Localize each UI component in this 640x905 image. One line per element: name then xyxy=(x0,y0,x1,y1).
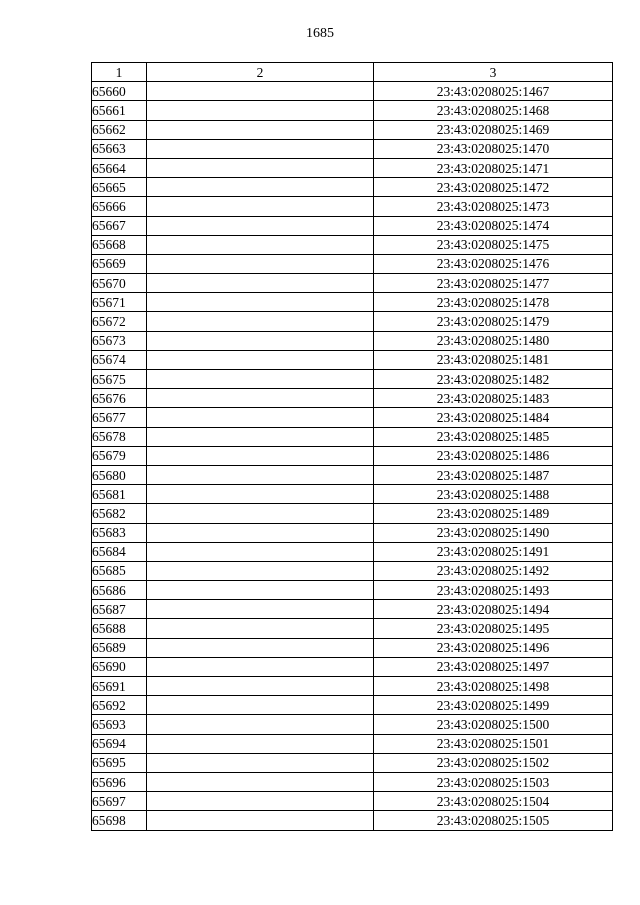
description-cell xyxy=(147,715,374,734)
cadastral-number-cell: 23:43:0208025:1471 xyxy=(374,158,613,177)
cadastral-number-cell: 23:43:0208025:1484 xyxy=(374,408,613,427)
cadastral-number-cell: 23:43:0208025:1467 xyxy=(374,82,613,101)
row-number-cell: 65686 xyxy=(92,581,147,600)
description-cell xyxy=(147,139,374,158)
row-number-cell: 65680 xyxy=(92,465,147,484)
row-number-cell: 65694 xyxy=(92,734,147,753)
table-row xyxy=(92,370,613,389)
table-row xyxy=(92,350,613,369)
cadastral-number-cell: 23:43:0208025:1488 xyxy=(374,485,613,504)
table-row xyxy=(92,811,613,830)
description-cell xyxy=(147,446,374,465)
description-cell xyxy=(147,465,374,484)
row-number-cell: 65690 xyxy=(92,657,147,676)
cadastral-number-cell: 23:43:0208025:1495 xyxy=(374,619,613,638)
row-number-cell: 65671 xyxy=(92,293,147,312)
page-number: 1685 xyxy=(306,26,334,41)
cadastral-number-cell: 23:43:0208025:1482 xyxy=(374,370,613,389)
row-number-cell: 65673 xyxy=(92,331,147,350)
column-header-1: 1 xyxy=(92,63,147,82)
description-cell xyxy=(147,178,374,197)
description-cell xyxy=(147,274,374,293)
table-row xyxy=(92,485,613,504)
table-row xyxy=(92,158,613,177)
cadastral-number-cell: 23:43:0208025:1468 xyxy=(374,101,613,120)
cadastral-number-cell: 23:43:0208025:1474 xyxy=(374,216,613,235)
table-row xyxy=(92,677,613,696)
cadastral-number-cell: 23:43:0208025:1475 xyxy=(374,235,613,254)
table-row xyxy=(92,715,613,734)
cadastral-number-cell: 23:43:0208025:1492 xyxy=(374,561,613,580)
table-row xyxy=(92,139,613,158)
description-cell xyxy=(147,734,374,753)
cadastral-number-cell: 23:43:0208025:1480 xyxy=(374,331,613,350)
row-number-cell: 65684 xyxy=(92,542,147,561)
row-number-cell: 65675 xyxy=(92,370,147,389)
row-number-cell: 65687 xyxy=(92,600,147,619)
cadastral-number-cell: 23:43:0208025:1486 xyxy=(374,446,613,465)
table-row xyxy=(92,120,613,139)
description-cell xyxy=(147,293,374,312)
description-cell xyxy=(147,811,374,830)
table-row xyxy=(92,792,613,811)
cadastral-number-cell: 23:43:0208025:1473 xyxy=(374,197,613,216)
description-cell xyxy=(147,216,374,235)
table-row xyxy=(92,312,613,331)
row-number-cell: 65679 xyxy=(92,446,147,465)
row-number-cell: 65698 xyxy=(92,811,147,830)
row-number-cell: 65661 xyxy=(92,101,147,120)
column-header-3: 3 xyxy=(374,63,613,82)
row-number-cell: 65697 xyxy=(92,792,147,811)
description-cell xyxy=(147,427,374,446)
table-row xyxy=(92,696,613,715)
cadastral-number-cell: 23:43:0208025:1481 xyxy=(374,350,613,369)
row-number-cell: 65677 xyxy=(92,408,147,427)
description-cell xyxy=(147,561,374,580)
table-row xyxy=(92,446,613,465)
table-row xyxy=(92,197,613,216)
table-row xyxy=(92,600,613,619)
row-number-cell: 65682 xyxy=(92,504,147,523)
cadastral-number-cell: 23:43:0208025:1470 xyxy=(374,139,613,158)
table-row xyxy=(92,254,613,273)
row-number-cell: 65683 xyxy=(92,523,147,542)
description-cell xyxy=(147,408,374,427)
row-number-cell: 65691 xyxy=(92,677,147,696)
cadastral-number-cell: 23:43:0208025:1499 xyxy=(374,696,613,715)
registry-table xyxy=(91,62,613,831)
row-number-cell: 65665 xyxy=(92,178,147,197)
table-row xyxy=(92,734,613,753)
cadastral-number-cell: 23:43:0208025:1478 xyxy=(374,293,613,312)
description-cell xyxy=(147,696,374,715)
description-cell xyxy=(147,254,374,273)
description-cell xyxy=(147,638,374,657)
description-cell xyxy=(147,82,374,101)
description-cell xyxy=(147,485,374,504)
table-row xyxy=(92,178,613,197)
description-cell xyxy=(147,312,374,331)
row-number-cell: 65666 xyxy=(92,197,147,216)
description-cell xyxy=(147,581,374,600)
table-row xyxy=(92,504,613,523)
cadastral-number-cell: 23:43:0208025:1485 xyxy=(374,427,613,446)
cadastral-number-cell: 23:43:0208025:1497 xyxy=(374,657,613,676)
row-number-cell: 65688 xyxy=(92,619,147,638)
table-row xyxy=(92,408,613,427)
cadastral-number-cell: 23:43:0208025:1479 xyxy=(374,312,613,331)
cadastral-number-cell: 23:43:0208025:1502 xyxy=(374,753,613,772)
cadastral-number-cell: 23:43:0208025:1500 xyxy=(374,715,613,734)
cadastral-number-cell: 23:43:0208025:1487 xyxy=(374,465,613,484)
table-row xyxy=(92,293,613,312)
table-row xyxy=(92,427,613,446)
row-number-cell: 65660 xyxy=(92,82,147,101)
row-number-cell: 65670 xyxy=(92,274,147,293)
cadastral-number-cell: 23:43:0208025:1489 xyxy=(374,504,613,523)
description-cell xyxy=(147,120,374,139)
table-row xyxy=(92,619,613,638)
description-cell xyxy=(147,542,374,561)
row-number-cell: 65667 xyxy=(92,216,147,235)
table-body xyxy=(92,82,613,830)
row-number-cell: 65672 xyxy=(92,312,147,331)
row-number-cell: 65676 xyxy=(92,389,147,408)
description-cell xyxy=(147,504,374,523)
row-number-cell: 65662 xyxy=(92,120,147,139)
description-cell xyxy=(147,101,374,120)
table-row xyxy=(92,657,613,676)
table-row xyxy=(92,216,613,235)
cadastral-number-cell: 23:43:0208025:1501 xyxy=(374,734,613,753)
description-cell xyxy=(147,350,374,369)
cadastral-number-cell: 23:43:0208025:1483 xyxy=(374,389,613,408)
description-cell xyxy=(147,600,374,619)
row-number-cell: 65681 xyxy=(92,485,147,504)
cadastral-number-cell: 23:43:0208025:1491 xyxy=(374,542,613,561)
table-row xyxy=(92,638,613,657)
table-row xyxy=(92,542,613,561)
table-row xyxy=(92,523,613,542)
cadastral-number-cell: 23:43:0208025:1496 xyxy=(374,638,613,657)
table-row xyxy=(92,274,613,293)
description-cell xyxy=(147,677,374,696)
table-row xyxy=(92,82,613,101)
cadastral-number-cell: 23:43:0208025:1504 xyxy=(374,792,613,811)
table-row xyxy=(92,331,613,350)
row-number-cell: 65693 xyxy=(92,715,147,734)
row-number-cell: 65664 xyxy=(92,158,147,177)
description-cell xyxy=(147,197,374,216)
table-row xyxy=(92,465,613,484)
row-number-cell: 65692 xyxy=(92,696,147,715)
description-cell xyxy=(147,331,374,350)
cadastral-number-cell: 23:43:0208025:1477 xyxy=(374,274,613,293)
cadastral-number-cell: 23:43:0208025:1503 xyxy=(374,772,613,791)
column-header-2: 2 xyxy=(147,63,374,82)
cadastral-number-cell: 23:43:0208025:1498 xyxy=(374,677,613,696)
cadastral-number-cell: 23:43:0208025:1493 xyxy=(374,581,613,600)
table-row xyxy=(92,101,613,120)
table-row xyxy=(92,561,613,580)
row-number-cell: 65668 xyxy=(92,235,147,254)
table-row xyxy=(92,389,613,408)
cadastral-number-cell: 23:43:0208025:1469 xyxy=(374,120,613,139)
description-cell xyxy=(147,158,374,177)
description-cell xyxy=(147,772,374,791)
description-cell xyxy=(147,235,374,254)
cadastral-number-cell: 23:43:0208025:1490 xyxy=(374,523,613,542)
table-row xyxy=(92,772,613,791)
row-number-cell: 65674 xyxy=(92,350,147,369)
row-number-cell: 65695 xyxy=(92,753,147,772)
description-cell xyxy=(147,389,374,408)
row-number-cell: 65685 xyxy=(92,561,147,580)
row-number-cell: 65669 xyxy=(92,254,147,273)
description-cell xyxy=(147,619,374,638)
table-row xyxy=(92,753,613,772)
row-number-cell: 65663 xyxy=(92,139,147,158)
description-cell xyxy=(147,792,374,811)
description-cell xyxy=(147,753,374,772)
description-cell xyxy=(147,523,374,542)
cadastral-number-cell: 23:43:0208025:1505 xyxy=(374,811,613,830)
description-cell xyxy=(147,657,374,676)
table-row xyxy=(92,235,613,254)
description-cell xyxy=(147,370,374,389)
cadastral-number-cell: 23:43:0208025:1472 xyxy=(374,178,613,197)
table-row xyxy=(92,581,613,600)
row-number-cell: 65678 xyxy=(92,427,147,446)
row-number-cell: 65696 xyxy=(92,772,147,791)
cadastral-number-cell: 23:43:0208025:1476 xyxy=(374,254,613,273)
table-header-row xyxy=(92,63,613,82)
cadastral-number-cell: 23:43:0208025:1494 xyxy=(374,600,613,619)
row-number-cell: 65689 xyxy=(92,638,147,657)
